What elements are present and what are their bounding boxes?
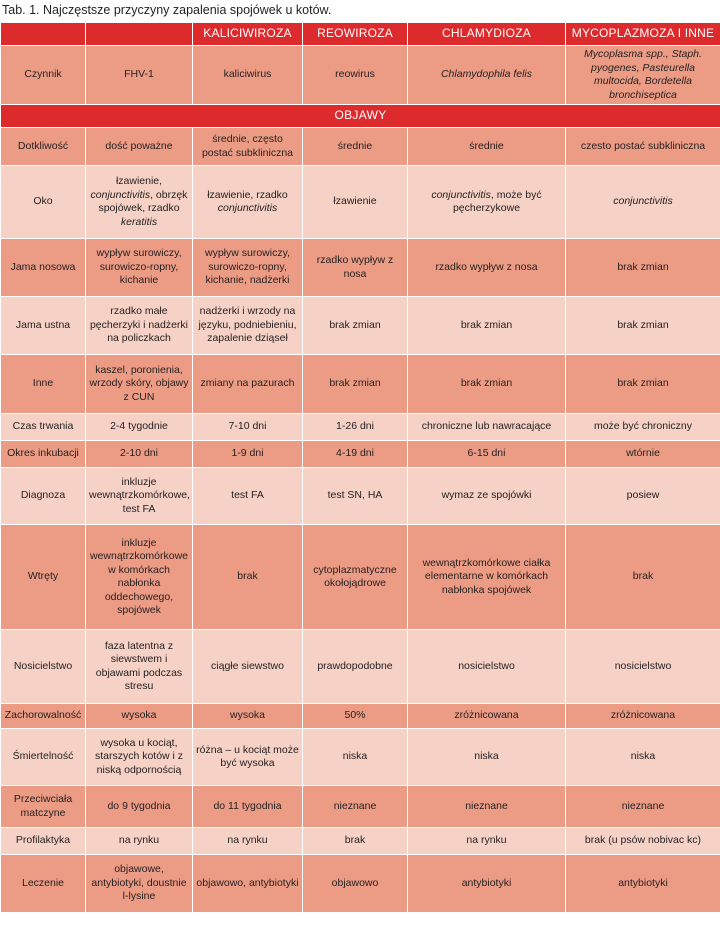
header-row bbox=[1, 23, 720, 46]
table-cell: zmiany na pazurach bbox=[193, 355, 303, 414]
table-cell: rzadko małe pęcherzyki i nadżerki na policzkach bbox=[86, 297, 193, 355]
table-cell: średnie bbox=[303, 128, 408, 166]
table-row bbox=[1, 828, 720, 855]
table-cell: 2-4 tygodnie bbox=[86, 414, 193, 441]
table-cell: dość poważne bbox=[86, 128, 193, 166]
table-cell: różna – u kociąt może być wysoka bbox=[193, 729, 303, 786]
table-cell: może być chroniczny bbox=[566, 414, 720, 441]
table-cell: do 11 tygodnia bbox=[193, 786, 303, 828]
table-cell: wypływ surowiczy, surowiczo-ropny, kichanie, nadżerki bbox=[193, 239, 303, 297]
section-row-objawy bbox=[1, 105, 720, 128]
table-cell: kaszel, poronienia, wrzody skóry, objawy z CUN bbox=[86, 355, 193, 414]
table-row bbox=[1, 128, 720, 166]
section-title: OBJAWY bbox=[1, 105, 720, 128]
table-cell: antybiotyki bbox=[566, 855, 720, 913]
row-label: Leczenie bbox=[1, 855, 86, 913]
table-row bbox=[1, 855, 720, 913]
table-cell: nosicielstwo bbox=[566, 630, 720, 704]
table-cell: 4-19 dni bbox=[303, 441, 408, 468]
table-cell: objawowo bbox=[303, 855, 408, 913]
table-row bbox=[1, 729, 720, 786]
table-cell: nosicielstwo bbox=[408, 630, 566, 704]
row-label: Profilaktyka bbox=[1, 828, 86, 855]
table-cell: brak bbox=[566, 525, 720, 630]
table-cell: inkluzje wewnątrzkomórkowe w komórkach nabłonka oddechowego, spojówek bbox=[86, 525, 193, 630]
table-cell bbox=[408, 166, 566, 239]
table-cell: do 9 tygodnia bbox=[86, 786, 193, 828]
table-cell: cytoplazmatyczne okołojądrowe bbox=[303, 525, 408, 630]
table-row bbox=[1, 468, 720, 525]
table-cell: brak zmian bbox=[303, 297, 408, 355]
table-row bbox=[1, 297, 720, 355]
table-cell: na rynku bbox=[193, 828, 303, 855]
table-cell: rzadko wypływ z nosa bbox=[303, 239, 408, 297]
table-cell: kaliciwirus bbox=[193, 46, 303, 105]
table-cell: na rynku bbox=[408, 828, 566, 855]
table-cell: posiew bbox=[566, 468, 720, 525]
table-cell: 2-10 dni bbox=[86, 441, 193, 468]
conjunctivitis-causes-table bbox=[0, 22, 720, 913]
table-cell: brak bbox=[303, 828, 408, 855]
table-cell: nieznane bbox=[303, 786, 408, 828]
table-cell: faza latentna z siewstwem i objawami podczas stresu bbox=[86, 630, 193, 704]
table-cell: prawdopodobne bbox=[303, 630, 408, 704]
table-cell: średnie, często postać subkliniczna bbox=[193, 128, 303, 166]
table-row bbox=[1, 441, 720, 468]
row-label: Zachorowalność bbox=[1, 704, 86, 729]
table-cell: rzadko wypływ z nosa bbox=[408, 239, 566, 297]
table-cell: zróżnicowana bbox=[566, 704, 720, 729]
table-cell: brak zmian bbox=[408, 297, 566, 355]
row-label: Jama nosowa bbox=[1, 239, 86, 297]
row-label: Dotkliwość bbox=[1, 128, 86, 166]
table-cell: objawowo, antybiotyki bbox=[193, 855, 303, 913]
row-label: Jama ustna bbox=[1, 297, 86, 355]
table-row bbox=[1, 704, 720, 729]
table-cell: brak zmian bbox=[408, 355, 566, 414]
table-cell: niska bbox=[408, 729, 566, 786]
table-cell: test SN, HA bbox=[303, 468, 408, 525]
header-cell-mycoplazmoza: MYCOPLAZMOZA I INNE bbox=[566, 23, 720, 46]
table-cell: reowirus bbox=[303, 46, 408, 105]
cell-text: conjunctivitis bbox=[217, 202, 278, 214]
header-cell-chlamydioza: CHLAMYDIOZA bbox=[408, 23, 566, 46]
row-label: Śmiertelność bbox=[1, 729, 86, 786]
table-cell: brak zmian bbox=[566, 355, 720, 414]
row-label: Przeciwciała matczyne bbox=[1, 786, 86, 828]
table-cell bbox=[86, 166, 193, 239]
table-cell: Mycoplasma spp., Staph. pyogenes, Pasteurella multocida, Bordetella bronchiseptica bbox=[566, 46, 720, 105]
table-cell: wypływ surowiczy, surowiczo-ropny, kichanie bbox=[86, 239, 193, 297]
cell-text: , może być pęcherzykowe bbox=[452, 188, 542, 214]
cell-text: keratitis bbox=[120, 215, 158, 228]
table-row bbox=[1, 414, 720, 441]
table-cell: nieznane bbox=[408, 786, 566, 828]
table-cell: zróżnicowana bbox=[408, 704, 566, 729]
row-label: Oko bbox=[1, 166, 86, 239]
table-cell: 1-9 dni bbox=[193, 441, 303, 468]
table-cell: FHV-1 bbox=[86, 46, 193, 105]
table-cell: brak zmian bbox=[566, 239, 720, 297]
table-cell: niska bbox=[303, 729, 408, 786]
cell-text: łzawienie, bbox=[115, 175, 163, 187]
table-cell: wtórnie bbox=[566, 441, 720, 468]
table-cell: czesto postać subkliniczna bbox=[566, 128, 720, 166]
table-caption: Tab. 1. Najczęstsze przyczyny zapalenia spojówek u kotów. bbox=[2, 3, 332, 17]
table-row bbox=[1, 630, 720, 704]
table-cell: 7-10 dni bbox=[193, 414, 303, 441]
table-cell: na rynku bbox=[86, 828, 193, 855]
header-cell bbox=[1, 23, 86, 46]
table-cell: brak (u psów nobivac kc) bbox=[566, 828, 720, 855]
table-cell: wysoka u kociąt, starszych kotów i z niską odpornością bbox=[86, 729, 193, 786]
table-row bbox=[1, 355, 720, 414]
table-cell: brak bbox=[193, 525, 303, 630]
table-cell: nadżerki i wrzody na języku, podniebieniu, zapalenie dziąseł bbox=[193, 297, 303, 355]
cell-text: łzawienie, rzadko bbox=[207, 188, 288, 201]
header-cell-kaliciwiroza: KALICIWIROZA bbox=[193, 23, 303, 46]
table-cell: brak zmian bbox=[566, 297, 720, 355]
table-cell: 50% bbox=[303, 704, 408, 729]
table-cell: wymaz ze spojówki bbox=[408, 468, 566, 525]
table-cell: wysoka bbox=[86, 704, 193, 729]
table-row bbox=[1, 525, 720, 630]
row-label: Czynnik bbox=[1, 46, 86, 105]
header-cell-reowiroza: REOWIROZA bbox=[303, 23, 408, 46]
table-cell: chroniczne lub nawracające bbox=[408, 414, 566, 441]
table-row-czynnik bbox=[1, 46, 720, 105]
row-label: Czas trwania bbox=[1, 414, 86, 441]
cell-text: , obrzęk spojówek, rzadko bbox=[98, 188, 188, 214]
row-label: Inne bbox=[1, 355, 86, 414]
table-cell: conjunctivitis bbox=[566, 166, 720, 239]
table-cell: 1-26 dni bbox=[303, 414, 408, 441]
table-cell: antybiotyki bbox=[408, 855, 566, 913]
table-cell: 6-15 dni bbox=[408, 441, 566, 468]
row-label: Okres inkubacji bbox=[1, 441, 86, 468]
table-row bbox=[1, 166, 720, 239]
table-cell: inkluzje wewnątrzkomórkowe, test FA bbox=[86, 468, 193, 525]
table-row bbox=[1, 786, 720, 828]
table-cell: wysoka bbox=[193, 704, 303, 729]
table-cell bbox=[193, 166, 303, 239]
table-cell: ciągłe siewstwo bbox=[193, 630, 303, 704]
header-cell bbox=[86, 23, 193, 46]
cell-text: conjunctivitis bbox=[431, 188, 491, 201]
cell-text: conjunctivitis bbox=[90, 188, 151, 201]
table-cell: Chlamydophila felis bbox=[408, 46, 566, 105]
table-cell: test FA bbox=[193, 468, 303, 525]
table-cell: niska bbox=[566, 729, 720, 786]
table-cell: brak zmian bbox=[303, 355, 408, 414]
table-cell: nieznane bbox=[566, 786, 720, 828]
row-label: Nosicielstwo bbox=[1, 630, 86, 704]
row-label: Diagnoza bbox=[1, 468, 86, 525]
table-cell: wewnątrzkomórkowe ciałka elementarne w komórkach nabłonka spojówek bbox=[408, 525, 566, 630]
table-cell: średnie bbox=[408, 128, 566, 166]
table-row bbox=[1, 239, 720, 297]
row-label: Wtręty bbox=[1, 525, 86, 630]
table-cell: objawowe, antybiotyki, doustnie l-lysine bbox=[86, 855, 193, 913]
table-cell: łzawienie bbox=[303, 166, 408, 239]
